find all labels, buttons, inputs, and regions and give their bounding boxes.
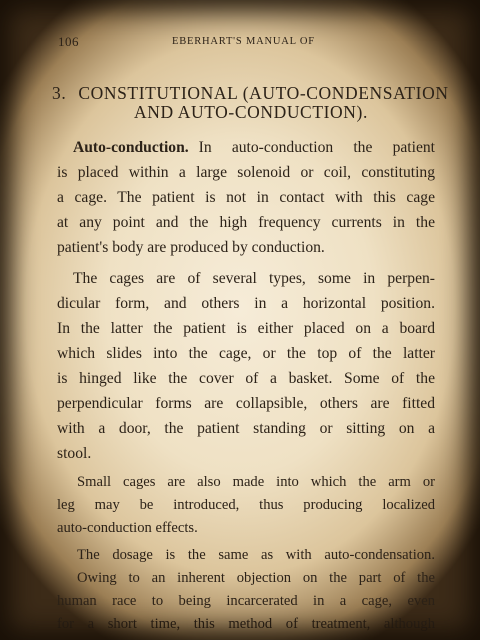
text-line-content: In auto-conduction the patient: [198, 139, 435, 156]
text-line: with a door, the patient standing or sitting on a: [57, 420, 435, 437]
text-line: which slides into the cage, or the top of the latter: [57, 345, 435, 362]
text-line: at any point and the high frequency currents in the: [57, 214, 435, 231]
text-line: human race to being incarcerated in a cage, even: [57, 593, 435, 609]
text-line: is hinged like the cover of a basket. Some of the: [57, 370, 435, 387]
text-line: The cages are of several types, some in perpen-: [73, 270, 435, 287]
section-title-part-2: AND AUTO-CONDUCTION).: [134, 102, 368, 122]
run-in-heading: Auto-conduction.: [73, 139, 189, 156]
section-heading: [52, 83, 449, 122]
running-title: EBERHART'S MANUAL OF: [172, 36, 315, 47]
paragraph-dosage: [57, 544, 435, 636]
text-line: stool.: [57, 445, 92, 462]
section-number: 3.: [52, 83, 67, 103]
text-line: leg may be introduced, thus producing localized: [57, 497, 435, 513]
section-title-part-1: CONSTITUTIONAL (AUTO-CONDENSATION: [78, 83, 449, 103]
paragraph-cage-types: [57, 266, 435, 466]
text-line: dicular form, and others in a horizontal position.: [57, 295, 435, 312]
running-header: [0, 34, 480, 50]
paragraph-small-cages: [57, 471, 435, 540]
text-line: perpendicular forms are collapsible, others are fitted: [57, 395, 435, 412]
text-line: Owing to an inherent objection on the part of the: [77, 570, 435, 586]
paragraph-auto-conduction: [57, 135, 435, 260]
text-line: is placed within a large solenoid or coil, constituting: [57, 164, 435, 181]
text-line: In the latter the patient is either placed on a board: [57, 320, 435, 337]
text-line: for a short time, this method of treatment, although: [57, 616, 435, 632]
text-line: The dosage is the same as with auto-condensation.: [77, 547, 435, 563]
text-line: patient's body are produced by conduction.: [57, 239, 325, 256]
text-line: Small cages are also made into which the arm or: [77, 474, 435, 490]
section-heading-line-1: [52, 83, 449, 103]
text-line: a cage. The patient is not in contact with this cage: [57, 189, 435, 206]
text-line: auto-conduction effects.: [57, 520, 198, 536]
text-line: [57, 135, 435, 160]
page-number: 106: [58, 34, 79, 49]
body-text: [57, 135, 435, 636]
